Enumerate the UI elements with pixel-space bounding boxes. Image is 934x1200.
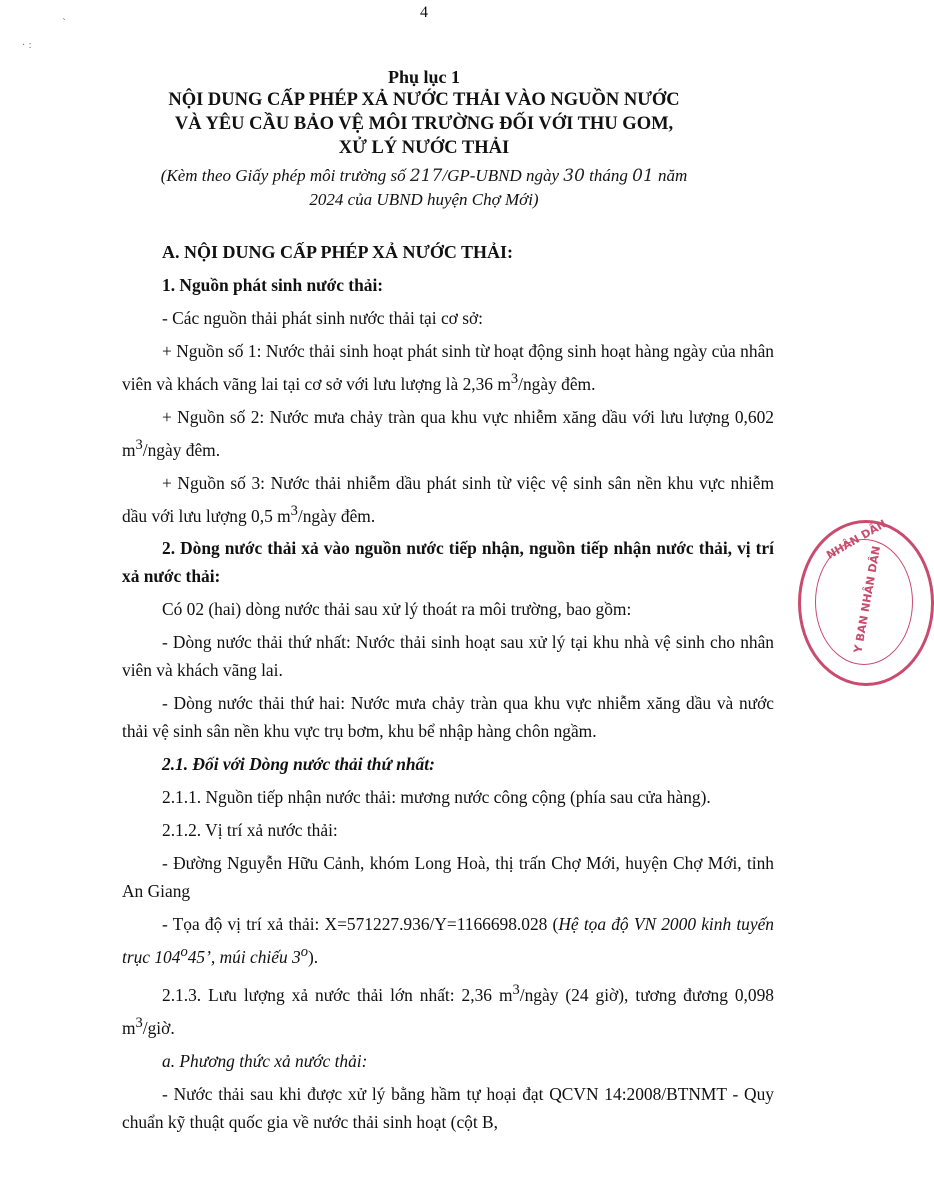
title-block	[150, 66, 698, 212]
source-3-sup: 3	[290, 502, 298, 519]
scan-mark-tick: ˋ	[62, 18, 67, 29]
source-2-unit: /ngày đêm.	[142, 439, 221, 460]
section-1-heading: 1. Nguồn phát sinh nước thải:	[162, 275, 384, 295]
page-number: 4	[420, 4, 428, 21]
source-2	[122, 403, 774, 464]
permit-month: 01	[632, 166, 654, 186]
stamp-text-vertical: Y BAN NHÂN DÂN	[851, 544, 884, 655]
source-3	[122, 469, 774, 530]
coord-system-1: Hệ tọa độ VN 2000 kinh tuyến trục 104	[122, 914, 774, 968]
flow-mid: /ngày (24 giờ), tương đương 0,098 m	[122, 984, 774, 1038]
section-1-intro: - Các nguồn thải phát sinh nước thải tại cơ sở:	[162, 308, 483, 328]
source-3-unit: /ngày đêm.	[297, 505, 376, 526]
flow-text: 2.1.3. Lưu lượng xả nước thải lớn nhất: 2,36 m	[162, 984, 513, 1005]
stream-1: - Dòng nước thải thứ nhất: Nước thải sinh hoạt sau xử lý tại khu nhà vệ sinh cho nhân viên và khách vãng lai.	[122, 632, 774, 681]
subtitle-line-2: 2024 của UBND huyện Chợ Mới)	[309, 190, 539, 209]
section-a-method-heading: a. Phương thức xả nước thải:	[162, 1050, 368, 1071]
document-body	[122, 238, 774, 1141]
title-line-1: NỘI DUNG CẤP PHÉP XẢ NƯỚC THẢI VÀO NGUỒN NƯỚC	[168, 90, 680, 110]
permit-day: 30	[563, 166, 585, 186]
coord-text: - Tọa độ vị trí xả thải: X=571227.936/Y=1166698.028 (	[162, 914, 559, 935]
flow-sup-1: 3	[512, 982, 520, 999]
title-line-3: XỬ LÝ NƯỚC THẢI	[338, 138, 510, 158]
coord-end: ).	[307, 947, 319, 968]
official-stamp	[798, 517, 934, 686]
section-a-heading: A. NỘI DUNG CẤP PHÉP XẢ NƯỚC THẢI:	[162, 242, 514, 262]
source-1-sup: 3	[510, 371, 519, 387]
section-2-1-2: 2.1.2. Vị trí xả nước thải:	[162, 820, 338, 841]
discharge-address: - Đường Nguyễn Hữu Cảnh, khóm Long Hoà, thị trấn Chợ Mới, huyện Chợ Mới, tỉnh An Giang	[122, 853, 774, 902]
title-line-2: VÀ YÊU CẦU BẢO VỆ MÔI TRƯỜNG ĐỐI VỚI THU GOM,	[174, 114, 674, 134]
subtitle-part-4: năm	[653, 166, 688, 185]
coord-system-2: 45’, múi chiếu 3	[187, 947, 301, 968]
section-2-intro: Có 02 (hai) dòng nước thải sau xử lý thoát ra môi trường, bao gồm:	[162, 599, 632, 620]
subtitle-part-3: tháng	[584, 166, 633, 185]
coord-degree-2: o	[300, 944, 308, 961]
source-3-text: + Nguồn số 3: Nước thải nhiễm dầu phát sinh từ việc vệ sinh sân nền khu vực nhiễm dầu với lưu lượng 0,5 m	[122, 472, 774, 526]
stamp-text-top: NHÂN DÂN	[824, 517, 889, 562]
section-2-heading: 2. Dòng nước thải xả vào nguồn nước tiếp nhận, nguồn tiếp nhận nước thải, vị trí xả nước thải:	[122, 538, 774, 587]
appendix-label: Phụ lục 1	[387, 67, 461, 87]
source-1-unit: /ngày đêm.	[518, 373, 596, 394]
section-2-1-heading: 2.1. Đối với Dòng nước thải thứ nhất:	[162, 754, 435, 775]
subtitle-part-1: (Kèm theo Giấy phép môi trường số	[160, 166, 410, 185]
source-1	[122, 337, 774, 398]
source-2-sup: 3	[135, 436, 143, 453]
coord-degree-1: o	[180, 944, 188, 961]
stream-2: - Dòng nước thải thứ hai: Nước mưa chảy tràn qua khu vực nhiễm xăng dầu và nước thải vệ sinh sân nền khu vực trụ bơm, khu bể nhập hàng chôn ngầm.	[122, 693, 774, 742]
subtitle-part-2: /GP-UBND ngày	[442, 166, 564, 185]
subtitle	[150, 164, 698, 212]
section-a-method-text: - Nước thải sau khi được xử lý bằng hầm tự hoại đạt QCVN 14:2008/BTNMT - Quy chuẩn kỹ thuật quốc gia về nước thải sinh hoạt (cột B,	[122, 1083, 774, 1132]
section-2-1-1: 2.1.1. Nguồn tiếp nhận nước thải: mương nước công cộng (phía sau cửa hàng).	[162, 787, 711, 808]
source-2-text: + Nguồn số 2: Nước mưa chảy tràn qua khu vực nhiễm xăng dầu với lưu lượng 0,602 m	[122, 406, 774, 460]
section-2-1-3	[122, 976, 774, 1042]
scan-mark-dots: · :	[22, 40, 32, 51]
source-1-text: + Nguồn số 1: Nước thải sinh hoạt phát sinh từ hoạt động sinh hoạt hàng ngày của nhân viên và khách vãng lai tại cơ sở với lưu lượng là 2,36 m	[122, 341, 774, 394]
discharge-coordinates	[122, 910, 774, 971]
flow-sup-2: 3	[135, 1014, 143, 1031]
permit-number: 217	[409, 166, 443, 186]
flow-end: /giờ.	[142, 1017, 175, 1038]
